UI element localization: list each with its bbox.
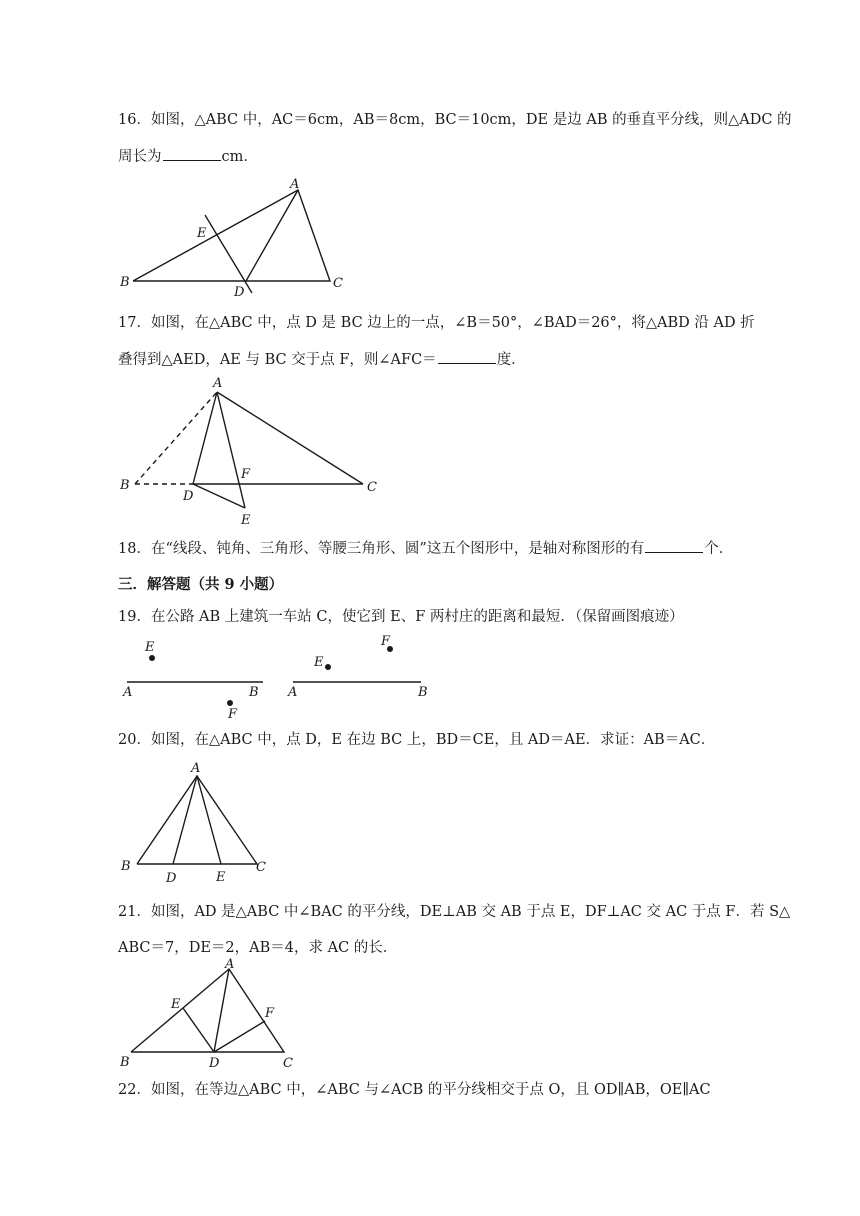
q16-text-before-blank: 周长为 [118,149,162,165]
q16-label-e: E [197,226,207,241]
q19-right-point-e [325,664,331,670]
q22-text: 22．如图，在等边△ABC 中，∠ABC 与∠ACB 的平分线相交于点 O，且 OD∥AB，OE∥AC [118,1082,711,1098]
q16-label-b: B [120,275,130,290]
q17-label-a: A [213,376,223,391]
q21-label-d: D [209,1056,220,1071]
q17-label-d: D [183,489,194,504]
q19-left-label-e: E [145,640,155,655]
q21-label-f: F [265,1006,275,1021]
q17-label-c: C [367,480,377,495]
q19-figure-right [285,628,435,718]
q16-label-d: D [234,285,245,300]
q20-figure [115,758,285,886]
q17-answer-blank [438,349,496,364]
q19-left-label-f: F [228,707,238,720]
q17-text-line1: 17．如图，在△ABC 中，点 D 是 BC 边上的一点，∠B＝50°，∠BAD＝26°，将△ABD 沿 AD 折 [118,315,755,331]
q16-text-line2 [118,146,768,167]
q17-label-e: E [241,513,251,528]
q17-text-line2 [118,349,768,370]
q19-left-label-b: B [249,685,259,700]
q21-label-b: B [120,1055,130,1070]
q16-label-a: A [290,177,300,192]
q16-label-c: C [333,276,343,291]
q17-label-f: F [241,467,251,482]
q21-label-a: A [225,957,235,972]
q19-right-label-b: B [418,685,428,700]
q16-text-line1: 16．如图，△ABC 中，AC＝6cm，AB＝8cm，BC＝10cm，DE 是边 AB 的垂直平分线，则△ADC 的 [118,112,792,128]
q21-label-e: E [171,997,181,1012]
q19-left-point-f [227,700,233,706]
q20-text: 20．如图，在△ABC 中，点 D，E 在边 BC 上，BD＝CE，且 AD＝AE．求证：AB＝AC． [118,732,716,748]
q16-answer-blank [163,146,221,161]
q19-right-label-e: E [314,655,324,670]
q21-figure [115,955,315,1075]
q20-label-d: D [166,871,177,886]
q16-figure [115,175,355,300]
q19-right-label-a: A [288,685,298,700]
q18-text-after-blank: 个． [704,541,734,557]
q20-label-a: A [191,761,201,776]
q17-figure [115,372,395,532]
q20-label-e: E [216,870,226,885]
q20-label-b: B [121,859,131,874]
q18-text-before-blank: 18．在“线段、钝角、三角形、等腰三角形、圆”这五个图形中，是轴对称图形的有 [118,541,645,557]
q19-text: 19．在公路 AB 上建筑一车站 C，使它到 E、F 两村庄的距离和最短．（保留画图痕迹） [118,609,684,625]
q19-right-label-f: F [381,634,391,649]
q18-text [118,538,768,559]
q21-text-line1: 21．如图，AD 是△ABC 中∠BAC 的平分线，DE⊥AB 交 AB 于点 E，DF⊥AC 交 AC 于点 F．若 S△ [118,904,791,920]
q21-text-line2: ABC＝7，DE＝2，AB＝4，求 AC 的长． [118,940,398,956]
q18-answer-blank [645,538,703,553]
q20-label-c: C [256,860,266,875]
q19-left-point-e [149,655,155,661]
section-heading-answers: 三．解答题（共 9 小题） [118,576,284,593]
q19-figure-left [115,630,275,720]
q21-label-c: C [283,1056,293,1071]
q19-left-label-a: A [123,685,133,700]
q16-text-after-blank: cm． [221,149,258,165]
q17-label-b: B [120,478,130,493]
q17-text-after-blank: 度． [496,352,526,368]
q17-text-before-blank: 叠得到△AED，AE 与 BC 交于点 F，则∠AFC＝ [118,352,437,368]
